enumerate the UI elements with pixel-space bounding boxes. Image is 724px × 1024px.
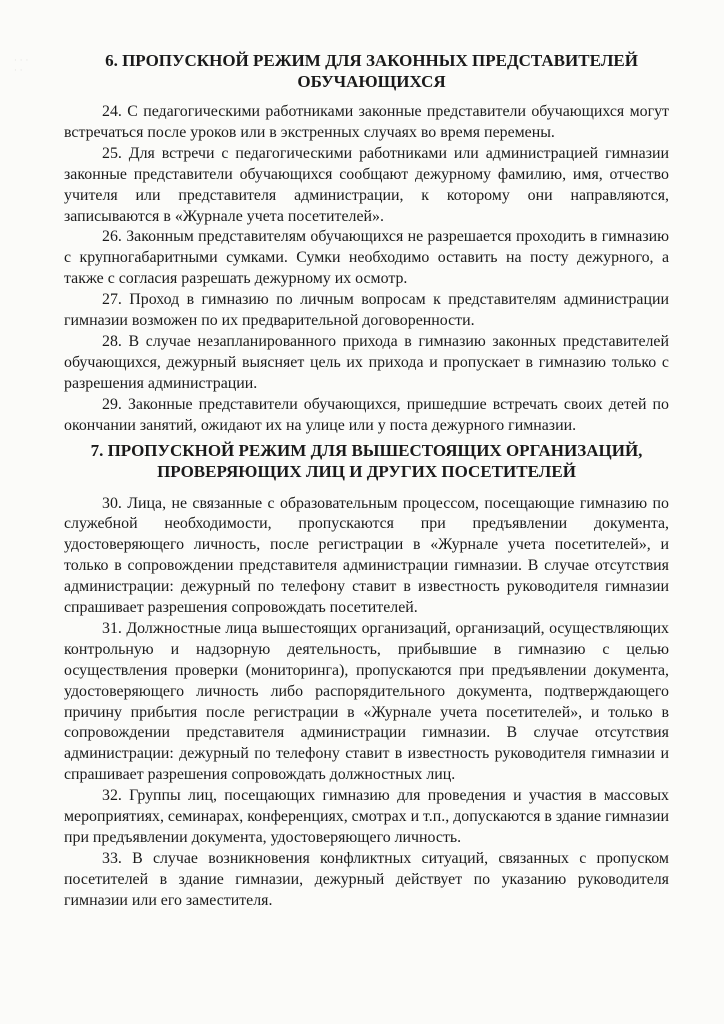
paragraph-24: 24. С педагогическими работниками законные представители обучающихся могут встречаться после уроков или в экстренных случаях во время перемены. xyxy=(64,103,669,141)
section-7-body xyxy=(64,494,669,912)
paragraph-26: 26. Законным представителям обучающихся не разрешается проходить в гимназию с крупногабаритными сумками. Сумки необходимо оставить на посту дежурного, а также с согласия разрешать дежурному их осмотр. xyxy=(64,228,669,288)
paragraph-25: 25. Для встречи с педагогическими работниками или администрацией гимназии законные представители обучающихся сообщают дежурному фамилию, имя, отчество учителя или представителя администрации, к которому они направляются, записываются в «Журнале учета посетителей». xyxy=(64,144,669,225)
section-6-body xyxy=(64,102,669,437)
scan-marks: · · · · · xyxy=(14,56,29,76)
section-7-title-line-2: ПРОВЕРЯЮЩИХ ЛИЦ И ДРУГИХ ПОСЕТИТЕЛЕЙ xyxy=(157,461,576,481)
section-6-title-line-2: ОБУЧАЮЩИХСЯ xyxy=(297,72,446,91)
section-6-title xyxy=(74,50,669,92)
paragraph-33: 33. В случае возникновения конфликтных ситуаций, связанных с пропуском посетителей в здание гимназии, дежурный действует по указанию руководителя гимназии или его заместителя. xyxy=(64,849,669,909)
section-6-title-line-1: 6. ПРОПУСКНОЙ РЕЖИМ ДЛЯ ЗАКОННЫХ ПРЕДСТАВИТЕЛЕЙ xyxy=(105,51,638,70)
paragraph-30: 30. Лица, не связанные с образовательным процессом, посещающие гимназию по служебной необходимости, пропускаются при предъявлении документа, удостоверяющего личность, после регистрации в «Журнале учета посетителей», и только в сопровождении представителя администрации гимназии. В случае отсутствия администрации: дежурный по телефону ставит в известность руководителя гимназии спрашивает разрешения сопровождать посетителей. xyxy=(64,494,669,617)
section-7-title-line-1: 7. ПРОПУСКНОЙ РЕЖИМ ДЛЯ ВЫШЕСТОЯЩИХ ОРГАНИЗАЦИЙ, xyxy=(90,440,643,460)
paragraph-28: 28. В случае незапланированного прихода в гимназию законных представителей обучающихся, дежурный выясняет цель их прихода и пропускает в гимназию только с разрешения администрации. xyxy=(64,332,669,392)
paragraph-29: 29. Законные представители обучающихся, пришедшие встречать своих детей по окончании занятий, ожидают их на улице или у поста дежурного гимназии. xyxy=(64,395,669,434)
section-7-title xyxy=(64,440,669,482)
paragraph-32: 32. Группы лиц, посещающих гимназию для проведения и участия в массовых мероприятиях, семинарах, конференциях, смотрах и т.п., допускаются в здание гимназии при предъявлении документа, удостоверяющего личность. xyxy=(64,787,669,846)
document-page xyxy=(64,50,669,912)
paragraph-27: 27. Проход в гимназию по личным вопросам к представителям администрации гимназии возможен по их предварительной договоренности. xyxy=(64,291,669,330)
paragraph-31: 31. Должностные лица вышестоящих организаций, организаций, осуществляющих контрольную и надзорную деятельность, прибывшие в гимназию с целью осуществления проверки (мониторинга), пропускаются при предъявлении документа, удостоверяющего личность либо распорядительного документа, подтверждающего причину прибытия после регистрации в «Журнале учета посетителей», и только в сопровождении представителя администрации гимназии. В случае отсутствия администрации: дежурный по телефону ставит в известность руководителя гимназии и спрашивает разрешения сопровождать должностных лиц. xyxy=(64,619,669,784)
